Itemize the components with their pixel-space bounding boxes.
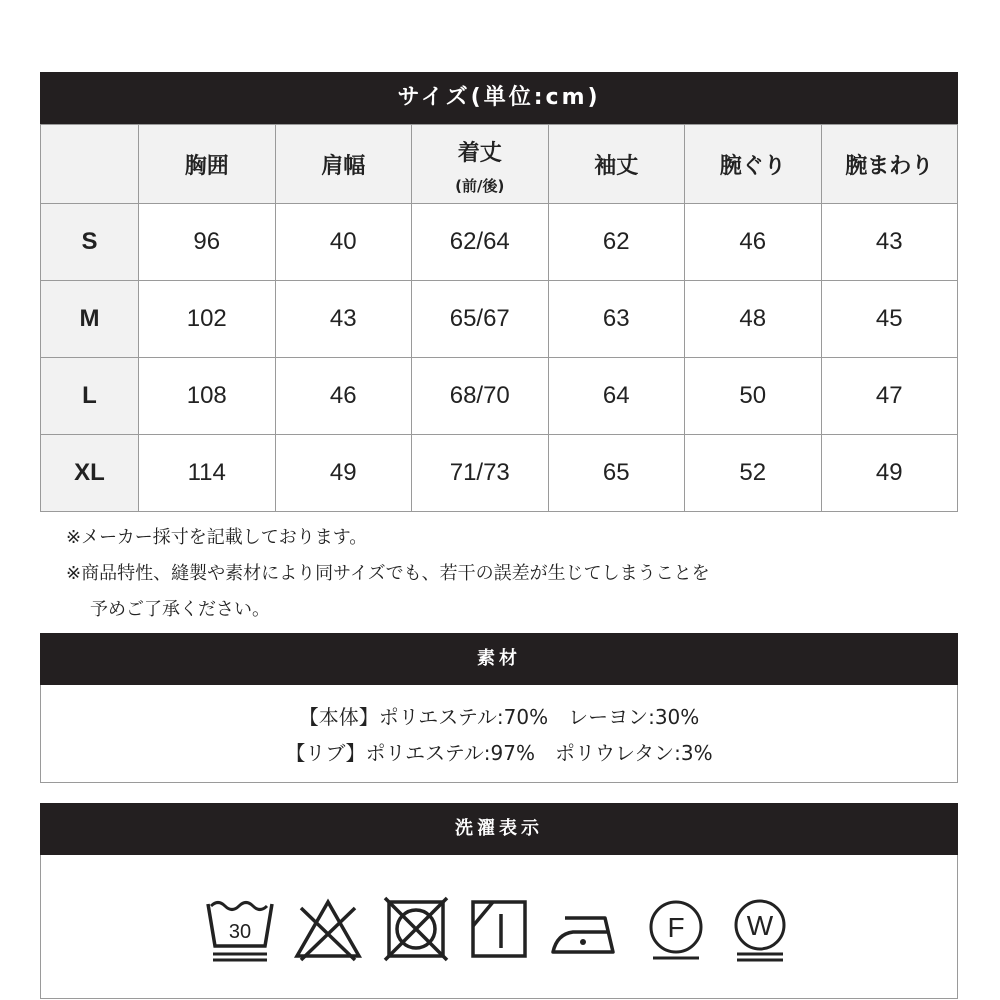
- size-table-header-row: [41, 125, 958, 204]
- table-cell: 64: [548, 358, 685, 435]
- column-header-arm-circumference: 腕まわり: [821, 125, 958, 204]
- wash-tub-30-icon: [205, 896, 275, 962]
- size-table-section: [40, 72, 958, 512]
- wet-clean-w-icon: [727, 896, 793, 962]
- table-cell: 49: [821, 435, 958, 512]
- dry-clean-letter: F: [667, 911, 685, 943]
- table-cell: 62/64: [412, 204, 549, 281]
- table-cell: 63: [548, 281, 685, 358]
- table-cell: 50: [685, 358, 822, 435]
- table-row: [41, 204, 958, 281]
- column-header-length-sub: (前/後): [455, 177, 505, 195]
- material-section: [40, 633, 958, 783]
- column-header-armhole: 腕ぐり: [685, 125, 822, 204]
- row-size-label: L: [41, 358, 139, 435]
- table-cell: 40: [275, 204, 412, 281]
- column-header-chest: 胸囲: [139, 125, 276, 204]
- material-line-body: 【本体】ポリエステル:70% レーヨン:30%: [298, 705, 700, 729]
- row-size-label: M: [41, 281, 139, 358]
- wet-clean-letter: W: [746, 909, 774, 941]
- size-table: [40, 124, 958, 512]
- table-row: [41, 435, 958, 512]
- material-body: [40, 685, 958, 783]
- size-notes: [66, 520, 710, 628]
- care-section: [40, 803, 958, 999]
- note-line: ※商品特性、縫製や素材により同サイズでも、若干の誤差が生じてしまうことを: [66, 563, 710, 584]
- table-cell: 43: [821, 204, 958, 281]
- table-cell: 96: [139, 204, 276, 281]
- material-line-rib: 【リブ】ポリエステル:97% ポリウレタン:3%: [285, 741, 713, 765]
- table-cell: 48: [685, 281, 822, 358]
- table-cell: 102: [139, 281, 276, 358]
- table-cell: 49: [275, 435, 412, 512]
- table-row: [41, 281, 958, 358]
- table-cell: 71/73: [412, 435, 549, 512]
- table-cell: 52: [685, 435, 822, 512]
- column-header-shoulder: 肩幅: [275, 125, 412, 204]
- dry-clean-f-icon: [643, 896, 709, 962]
- note-line: 予めご了承ください。: [90, 599, 270, 620]
- column-header-sleeve: 袖丈: [548, 125, 685, 204]
- material-title: 素材: [40, 633, 958, 685]
- size-table-title: サイズ(単位:cm): [40, 72, 958, 124]
- table-cell: 46: [275, 358, 412, 435]
- no-tumble-dry-icon: [381, 896, 451, 962]
- table-cell: 65: [548, 435, 685, 512]
- wash-temperature-label: 30: [228, 920, 252, 943]
- table-cell: 108: [139, 358, 276, 435]
- no-bleach-icon: [293, 896, 363, 962]
- table-cell: 47: [821, 358, 958, 435]
- table-cell: 43: [275, 281, 412, 358]
- corner-cell: [41, 125, 139, 204]
- table-cell: 114: [139, 435, 276, 512]
- line-dry-shade-icon: [469, 896, 529, 962]
- care-title: 洗濯表示: [40, 803, 958, 855]
- care-icons: [40, 855, 958, 999]
- iron-low-icon: [547, 896, 625, 962]
- table-row: [41, 358, 958, 435]
- table-cell: 68/70: [412, 358, 549, 435]
- table-cell: 65/67: [412, 281, 549, 358]
- table-cell: 45: [821, 281, 958, 358]
- table-cell: 46: [685, 204, 822, 281]
- row-size-label: XL: [41, 435, 139, 512]
- note-line: ※メーカー採寸を記載しております。: [66, 527, 368, 548]
- table-cell: 62: [548, 204, 685, 281]
- column-header-length: 着丈 (前/後): [412, 125, 549, 204]
- row-size-label: S: [41, 204, 139, 281]
